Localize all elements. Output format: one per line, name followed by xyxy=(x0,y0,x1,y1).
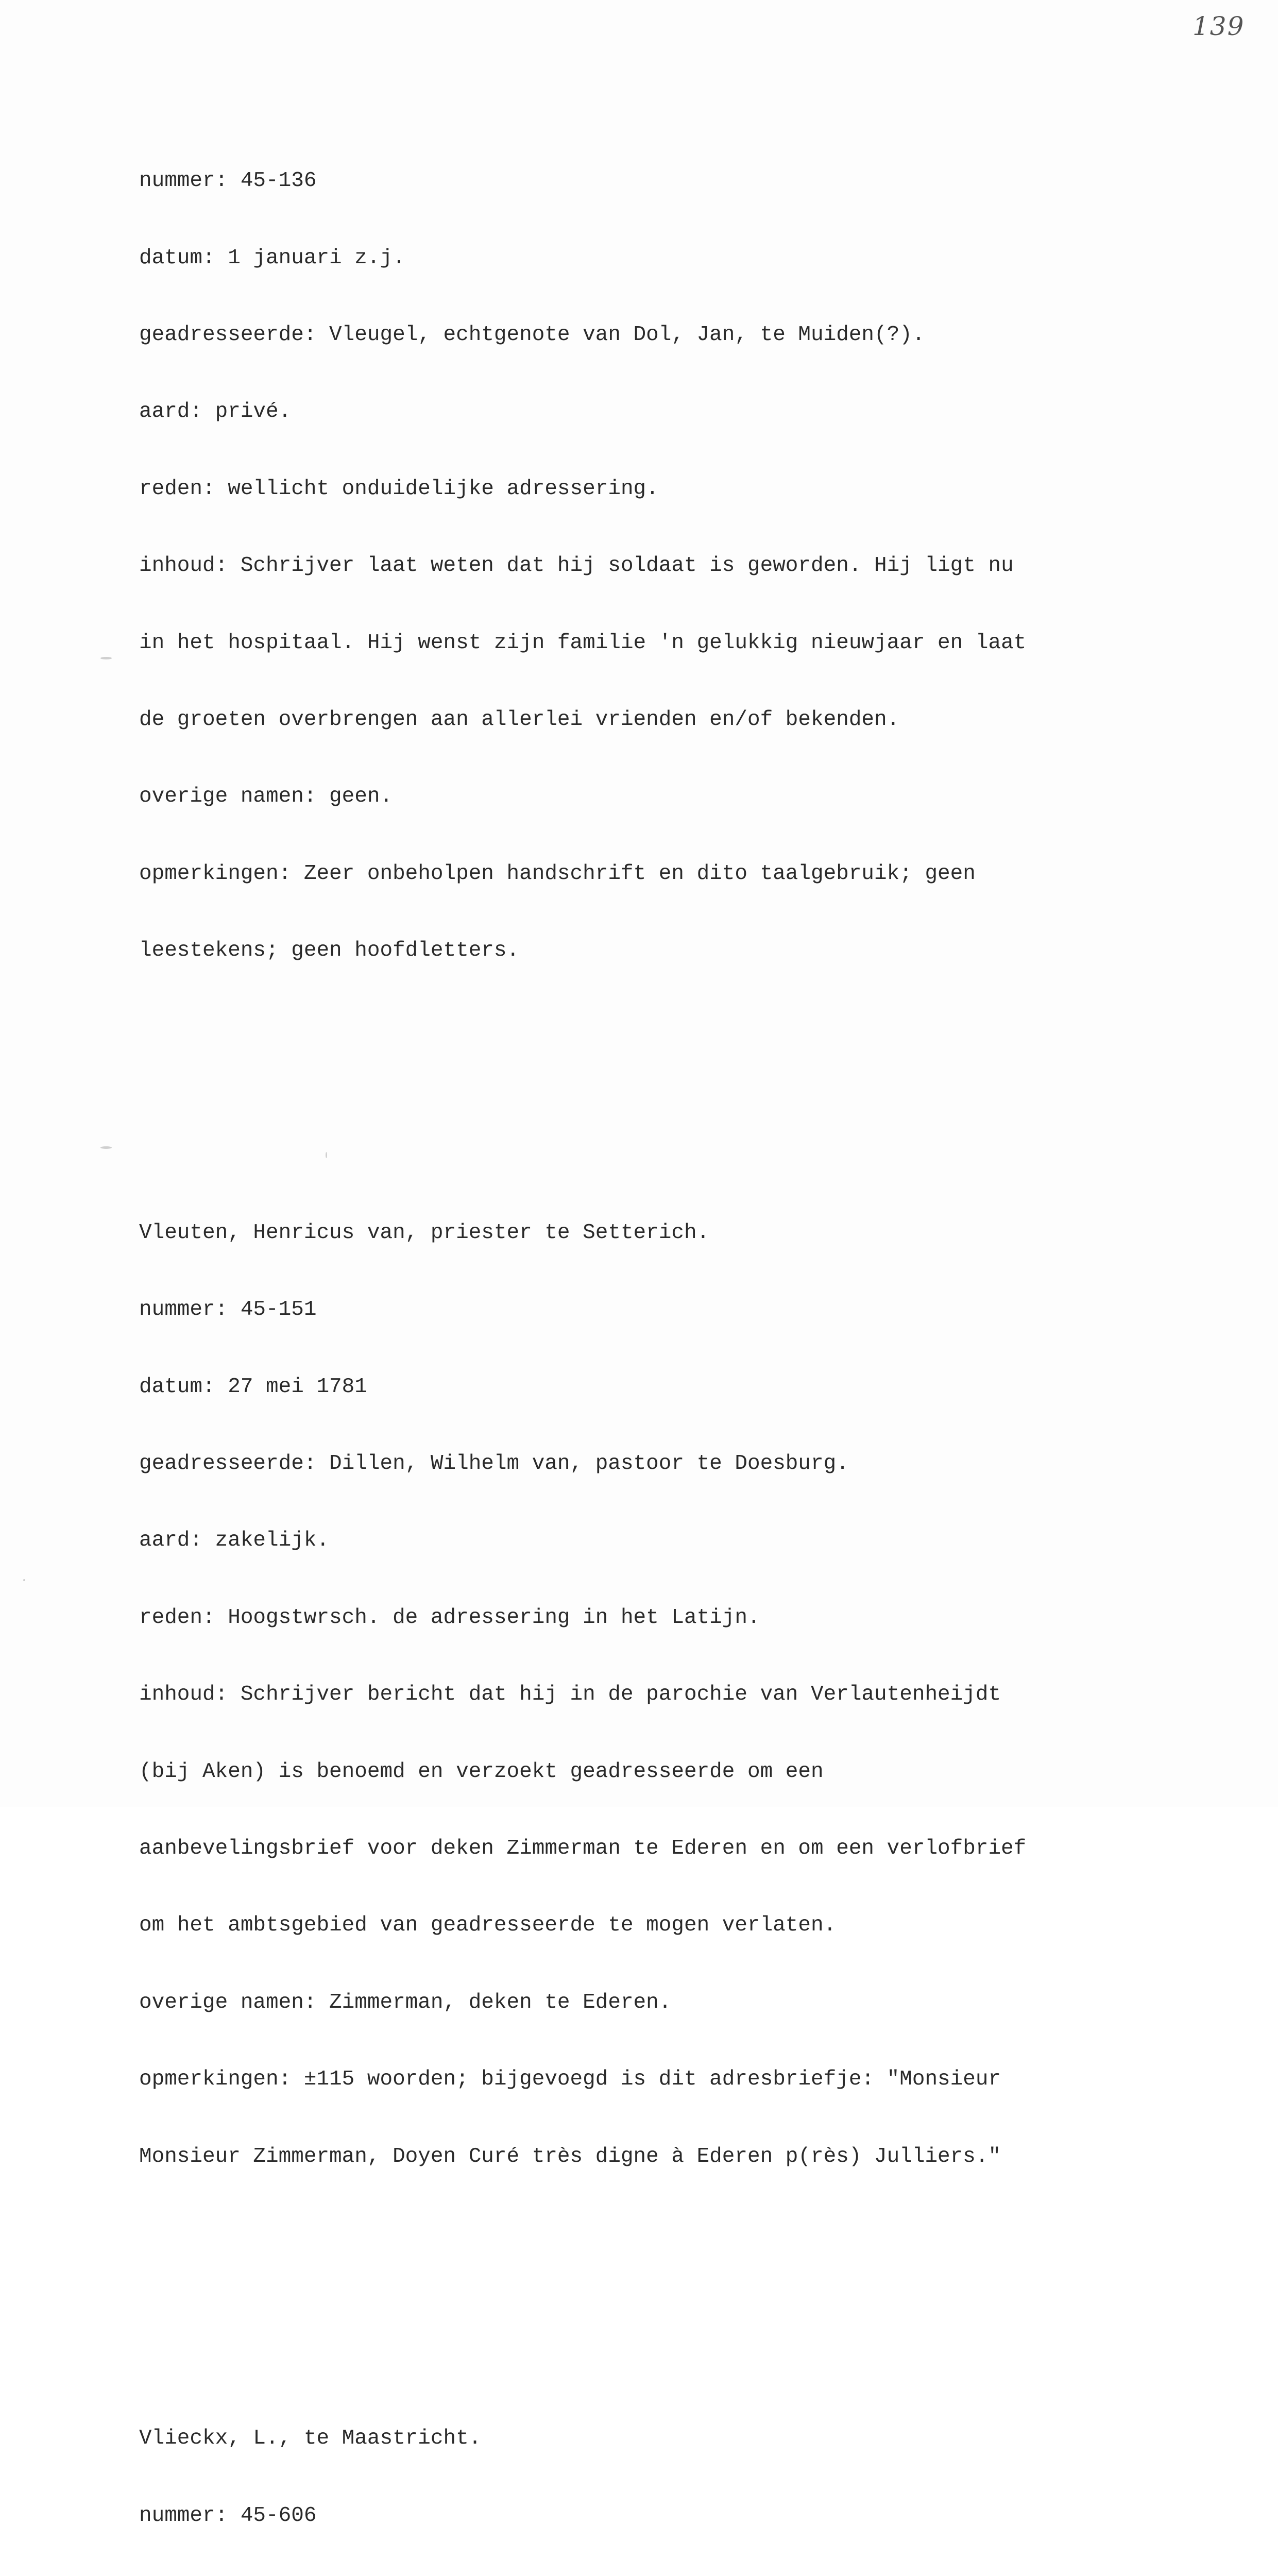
entry-line: nummer: 45-606 xyxy=(139,2503,317,2528)
scan-speck xyxy=(23,1579,25,1581)
scan-speck xyxy=(100,1146,112,1149)
catalogue-text xyxy=(139,66,1169,2576)
entry-2 xyxy=(139,1169,1169,2221)
entry-line: opmerkingen: ±115 woorden; bijgevoegd is dit adresbriefje: "Monsieur xyxy=(139,2067,1001,2092)
entry-line: nummer: 45-151 xyxy=(139,1298,317,1322)
entry-1 xyxy=(139,117,1169,1015)
entry-line: nummer: 45-136 xyxy=(139,169,317,193)
entry-line: inhoud: Schrijver bericht dat hij in de parochie van Verlautenheijdt xyxy=(139,1683,1001,1707)
entry-line: aard: privé. xyxy=(139,400,292,424)
entry-line: overige namen: geen. xyxy=(139,785,393,809)
entry-line: (bij Aken) is benoemd en verzoekt geadresseerde om een xyxy=(139,1759,824,1784)
folio-number: 139 xyxy=(1192,11,1245,41)
entry-line: datum: 1 januari z.j. xyxy=(139,246,405,270)
entry-line: geadresseerde: Dillen, Wilhelm van, pastoor te Doesburg. xyxy=(139,1452,849,1476)
entry-line: opmerkingen: Zeer onbeholpen handschrift en dito taalgebruik; geen xyxy=(139,861,976,886)
entry-line: reden: Hoogstwrsch. de adressering in het Latijn. xyxy=(139,1605,760,1630)
entry-line: reden: wellicht onduidelijke adressering. xyxy=(139,477,659,501)
entry-line: geadresseerde: Vleugel, echtgenote van Dol, Jan, te Muiden(?). xyxy=(139,323,925,347)
entry-line: Monsieur Zimmerman, Doyen Curé très digne à Ederen p(rès) Julliers." xyxy=(139,2144,1001,2168)
entry-line: aanbevelingsbrief voor deken Zimmerman te Ederen en om een verlofbrief xyxy=(139,1836,1027,1860)
entry-line: in het hospitaal. Hij wenst zijn familie 'n gelukkig nieuwjaar en laat xyxy=(139,631,1027,655)
entry-line: aard: zakelijk. xyxy=(139,1529,330,1553)
entry-line: overige namen: Zimmerman, deken te Ederen. xyxy=(139,1990,672,2014)
scan-speck xyxy=(326,1152,327,1158)
entry-line: inhoud: Schrijver laat weten dat hij soldaat is geworden. Hij ligt nu xyxy=(139,554,1014,578)
entry-line: datum: 27 mei 1781 xyxy=(139,1375,367,1399)
entry-separator xyxy=(139,1066,1169,1092)
scan-speck xyxy=(100,657,112,659)
entry-3 xyxy=(139,2375,1169,2576)
entry-separator xyxy=(139,2273,1169,2298)
entry-heading: Vlieckx, L., te Maastricht. xyxy=(139,2427,482,2451)
entry-line: leestekens; geen hoofdletters. xyxy=(139,939,520,963)
entry-line: de groeten overbrengen aan allerlei vrienden en/of bekenden. xyxy=(139,707,900,732)
entry-heading: Vleuten, Henricus van, priester te Setterich. xyxy=(139,1221,710,1245)
entry-line: om het ambtsgebied van geadresseerde te mogen verlaten. xyxy=(139,1913,837,1938)
